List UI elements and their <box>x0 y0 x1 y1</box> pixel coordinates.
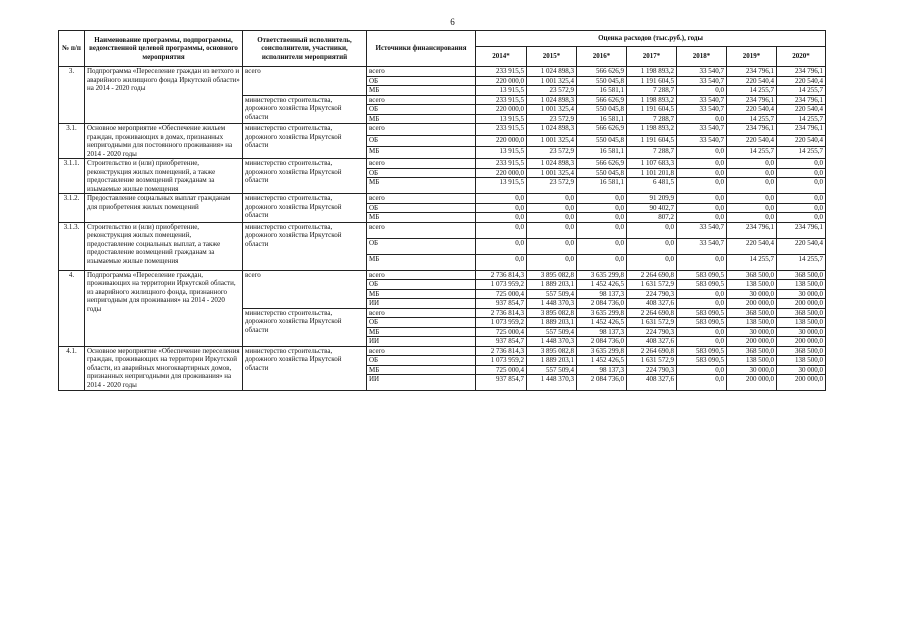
amount-cell: 368 500,0 <box>727 346 777 356</box>
amount-cell: 14 255,7 <box>777 114 826 124</box>
amount-cell: 408 327,6 <box>627 375 677 391</box>
amount-cell: 13 915,5 <box>476 147 527 159</box>
table-row <box>59 67 826 77</box>
amount-cell: 6 481,5 <box>627 178 677 194</box>
amount-cell: 234 796,1 <box>777 124 826 136</box>
amount-cell: 7 288,7 <box>627 114 677 124</box>
amount-cell: 220 000,0 <box>476 135 527 147</box>
amount-cell: 14 255,7 <box>777 147 826 159</box>
amount-cell: 725 000,4 <box>476 327 527 337</box>
table-row <box>59 194 826 204</box>
funding-source: МБ <box>367 86 476 96</box>
amount-cell: 0,0 <box>677 299 727 309</box>
amount-cell: 200 000,0 <box>777 299 826 309</box>
amount-cell: 937 854,7 <box>476 375 527 391</box>
amount-cell: 0,0 <box>476 213 527 223</box>
amount-cell: 33 540,7 <box>677 105 727 115</box>
amount-cell: 138 500,0 <box>777 356 826 366</box>
amount-cell: 3 895 082,8 <box>527 308 577 318</box>
amount-cell: 220 000,0 <box>476 168 527 178</box>
amount-cell: 220 540,4 <box>777 135 826 147</box>
amount-cell: 937 854,7 <box>476 299 527 309</box>
amount-cell: 0,0 <box>727 168 777 178</box>
amount-cell: 3 895 082,8 <box>527 270 577 280</box>
amount-cell: 0,0 <box>527 213 577 223</box>
amount-cell: 1 191 604,5 <box>627 76 677 86</box>
amount-cell: 1 889 203,1 <box>527 356 577 366</box>
amount-cell: 1 448 370,3 <box>527 337 577 347</box>
amount-cell: 583 090,5 <box>677 280 727 290</box>
amount-cell: 13 915,5 <box>476 86 527 96</box>
amount-cell: 234 796,1 <box>777 67 826 77</box>
amount-cell: 550 045,8 <box>577 105 627 115</box>
amount-cell: 14 255,7 <box>727 114 777 124</box>
header-year: 2014* <box>476 47 527 67</box>
row-number: 3.1.2. <box>59 194 85 223</box>
amount-cell: 1 631 572,9 <box>627 280 677 290</box>
amount-cell: 233 915,5 <box>476 95 527 105</box>
amount-cell: 1 452 426,5 <box>577 318 627 328</box>
amount-cell: 224 790,3 <box>627 327 677 337</box>
amount-cell: 1 073 959,2 <box>476 280 527 290</box>
funding-source: ОБ <box>367 238 476 254</box>
amount-cell: 7 288,7 <box>627 86 677 96</box>
amount-cell: 30 000,0 <box>727 327 777 337</box>
funding-source: ИИ <box>367 337 476 347</box>
amount-cell: 233 915,5 <box>476 67 527 77</box>
amount-cell: 0,0 <box>677 114 727 124</box>
amount-cell: 0,0 <box>677 375 727 391</box>
funding-source: МБ <box>367 178 476 194</box>
amount-cell: 0,0 <box>627 222 677 238</box>
amount-cell: 0,0 <box>677 213 727 223</box>
amount-cell: 0,0 <box>727 213 777 223</box>
amount-cell: 0,0 <box>527 254 577 270</box>
funding-source: МБ <box>367 114 476 124</box>
amount-cell: 566 626,9 <box>577 159 627 169</box>
amount-cell: 2 264 690,8 <box>627 346 677 356</box>
amount-cell: 1 191 604,5 <box>627 105 677 115</box>
amount-cell: 7 288,7 <box>627 147 677 159</box>
amount-cell: 14 255,7 <box>777 86 826 96</box>
amount-cell: 368 500,0 <box>777 308 826 318</box>
funding-source: всего <box>367 308 476 318</box>
funding-source: ОБ <box>367 105 476 115</box>
amount-cell: 0,0 <box>577 203 627 213</box>
amount-cell: 2 264 690,8 <box>627 270 677 280</box>
amount-cell: 220 540,4 <box>727 135 777 147</box>
funding-source: МБ <box>367 254 476 270</box>
amount-cell: 0,0 <box>777 194 826 204</box>
amount-cell: 1 889 203,1 <box>527 280 577 290</box>
amount-cell: 807,2 <box>627 213 677 223</box>
amount-cell: 1 448 370,3 <box>527 375 577 391</box>
amount-cell: 0,0 <box>577 254 627 270</box>
amount-cell: 234 796,1 <box>727 124 777 136</box>
funding-source: МБ <box>367 327 476 337</box>
program-name: Подпрограмма «Переселение граждан из ветхого и аварийного жилищного фонда Иркутской области» на 2014 - 2020 годы <box>85 67 243 124</box>
table-row <box>59 159 826 169</box>
amount-cell: 0,0 <box>777 159 826 169</box>
amount-cell: 98 137,3 <box>577 327 627 337</box>
funding-source: МБ <box>367 213 476 223</box>
amount-cell: 33 540,7 <box>677 124 727 136</box>
amount-cell: 0,0 <box>727 194 777 204</box>
amount-cell: 3 635 299,8 <box>577 308 627 318</box>
amount-cell: 13 915,5 <box>476 114 527 124</box>
amount-cell: 1 631 572,9 <box>627 318 677 328</box>
program-name: Строительство и (или) приобретение, реконструкция жилых помещений, а также предоставление возмещений гражданам за изымаемые жилые помещения <box>85 159 243 194</box>
amount-cell: 725 000,4 <box>476 365 527 375</box>
funding-source: ОБ <box>367 318 476 328</box>
amount-cell: 14 255,7 <box>727 254 777 270</box>
amount-cell: 1 024 898,3 <box>527 124 577 136</box>
amount-cell: 1 889 203,1 <box>527 318 577 328</box>
executor-cell: министерство строительства, дорожного хозяйства Иркутской области <box>243 308 367 346</box>
amount-cell: 0,0 <box>476 203 527 213</box>
amount-cell: 0,0 <box>527 238 577 254</box>
amount-cell: 566 626,9 <box>577 124 627 136</box>
row-number: 3.1.3. <box>59 222 85 270</box>
amount-cell: 408 327,6 <box>627 299 677 309</box>
amount-cell: 13 915,5 <box>476 178 527 194</box>
amount-cell: 30 000,0 <box>727 365 777 375</box>
amount-cell: 1 631 572,9 <box>627 356 677 366</box>
table-header <box>59 31 826 67</box>
amount-cell: 233 915,5 <box>476 159 527 169</box>
amount-cell: 98 137,3 <box>577 289 627 299</box>
amount-cell: 0,0 <box>476 222 527 238</box>
table-body <box>59 67 826 391</box>
funding-source: всего <box>367 95 476 105</box>
amount-cell: 557 509,4 <box>527 365 577 375</box>
amount-cell: 0,0 <box>677 86 727 96</box>
funding-source: всего <box>367 270 476 280</box>
amount-cell: 138 500,0 <box>727 280 777 290</box>
amount-cell: 368 500,0 <box>777 346 826 356</box>
amount-cell: 30 000,0 <box>777 365 826 375</box>
amount-cell: 33 540,7 <box>677 238 727 254</box>
program-name: Предоставление социальных выплат гражданам для приобретения жилых помещений <box>85 194 243 223</box>
amount-cell: 368 500,0 <box>727 270 777 280</box>
amount-cell: 220 000,0 <box>476 105 527 115</box>
amount-cell: 200 000,0 <box>777 375 826 391</box>
amount-cell: 220 540,4 <box>727 76 777 86</box>
funding-source: всего <box>367 194 476 204</box>
page-number: 6 <box>450 17 455 27</box>
executor-cell: министерство строительства, дорожного хозяйства Иркутской области <box>243 124 367 159</box>
funding-source: ИИ <box>367 375 476 391</box>
funding-source: МБ <box>367 289 476 299</box>
amount-cell: 1 024 898,3 <box>527 159 577 169</box>
funding-source: ОБ <box>367 168 476 178</box>
amount-cell: 0,0 <box>577 194 627 204</box>
amount-cell: 1 073 959,2 <box>476 318 527 328</box>
amount-cell: 224 790,3 <box>627 365 677 375</box>
amount-cell: 0,0 <box>677 337 727 347</box>
amount-cell: 583 090,5 <box>677 346 727 356</box>
amount-cell: 1 448 370,3 <box>527 299 577 309</box>
row-number: 4. <box>59 270 85 346</box>
amount-cell: 234 796,1 <box>727 67 777 77</box>
table-row <box>59 270 826 280</box>
amount-cell: 1 452 426,5 <box>577 356 627 366</box>
funding-source: всего <box>367 222 476 238</box>
amount-cell: 0,0 <box>777 203 826 213</box>
amount-cell: 234 796,1 <box>777 222 826 238</box>
amount-cell: 33 540,7 <box>677 76 727 86</box>
amount-cell: 220 540,4 <box>777 238 826 254</box>
header-name: Наименование программы, подпрограммы, ведомственной целевой программы, основного мероприятия <box>85 31 243 67</box>
funding-source: МБ <box>367 147 476 159</box>
program-name: Основное мероприятие «Обеспечение переселения граждан, проживающих на территории Иркутской области, из аварийных многоквартирных домов, признанных непригодными для проживания» на 2014 - 2020 годы <box>85 346 243 391</box>
amount-cell: 2 084 736,0 <box>577 375 627 391</box>
amount-cell: 0,0 <box>577 213 627 223</box>
header-year: 2020* <box>777 47 826 67</box>
amount-cell: 0,0 <box>777 213 826 223</box>
funding-source: ОБ <box>367 203 476 213</box>
header-cost: Оценка расходов (тыс.руб.), годы <box>476 31 826 47</box>
amount-cell: 3 895 082,8 <box>527 346 577 356</box>
amount-cell: 14 255,7 <box>777 254 826 270</box>
amount-cell: 138 500,0 <box>777 280 826 290</box>
header-year: 2016* <box>577 47 627 67</box>
amount-cell: 0,0 <box>577 238 627 254</box>
program-name: Основное мероприятие «Обеспечение жильем граждан, проживающих в домах, признанных непригодными для постоянного проживания» на 2014 - 2020 годы <box>85 124 243 159</box>
amount-cell: 583 090,5 <box>677 356 727 366</box>
amount-cell: 98 137,3 <box>577 365 627 375</box>
amount-cell: 138 500,0 <box>727 318 777 328</box>
amount-cell: 583 090,5 <box>677 270 727 280</box>
amount-cell: 1 001 325,4 <box>527 168 577 178</box>
amount-cell: 583 090,5 <box>677 318 727 328</box>
amount-cell: 557 509,4 <box>527 289 577 299</box>
amount-cell: 30 000,0 <box>727 289 777 299</box>
header-no: № п/п <box>59 31 85 67</box>
amount-cell: 566 626,9 <box>577 67 627 77</box>
amount-cell: 16 581,1 <box>577 114 627 124</box>
amount-cell: 0,0 <box>527 194 577 204</box>
amount-cell: 1 001 325,4 <box>527 76 577 86</box>
funding-source: ОБ <box>367 76 476 86</box>
amount-cell: 0,0 <box>677 194 727 204</box>
funding-source: ОБ <box>367 356 476 366</box>
amount-cell: 1 073 959,2 <box>476 356 527 366</box>
funding-source: МБ <box>367 365 476 375</box>
amount-cell: 1 198 893,2 <box>627 67 677 77</box>
amount-cell: 0,0 <box>527 222 577 238</box>
budget-table <box>58 30 826 391</box>
amount-cell: 33 540,7 <box>677 222 727 238</box>
amount-cell: 91 209,9 <box>627 194 677 204</box>
funding-source: всего <box>367 124 476 136</box>
amount-cell: 220 540,4 <box>727 105 777 115</box>
amount-cell: 23 572,9 <box>527 147 577 159</box>
amount-cell: 220 540,4 <box>727 238 777 254</box>
amount-cell: 550 045,8 <box>577 168 627 178</box>
amount-cell: 23 572,9 <box>527 178 577 194</box>
amount-cell: 234 796,1 <box>727 222 777 238</box>
amount-cell: 200 000,0 <box>727 299 777 309</box>
amount-cell: 33 540,7 <box>677 67 727 77</box>
amount-cell: 1 001 325,4 <box>527 135 577 147</box>
amount-cell: 0,0 <box>677 203 727 213</box>
header-year: 2015* <box>527 47 577 67</box>
amount-cell: 3 635 299,8 <box>577 270 627 280</box>
amount-cell: 0,0 <box>677 289 727 299</box>
program-name: Строительство и (или) приобретение, реконструкция жилых помещений, предоставление социальных выплат, а также предоставление возмещений гражданам за изымаемые жилые помещения <box>85 222 243 270</box>
amount-cell: 566 626,9 <box>577 95 627 105</box>
executor-cell: министерство строительства, дорожного хозяйства Иркутской области <box>243 159 367 194</box>
amount-cell: 16 581,1 <box>577 178 627 194</box>
funding-source: ИИ <box>367 299 476 309</box>
executor-cell: министерство строительства, дорожного хозяйства Иркутской области <box>243 95 367 124</box>
amount-cell: 0,0 <box>527 203 577 213</box>
amount-cell: 368 500,0 <box>777 270 826 280</box>
amount-cell: 30 000,0 <box>777 327 826 337</box>
amount-cell: 220 540,4 <box>777 76 826 86</box>
executor-cell: министерство строительства, дорожного хозяйства Иркутской области <box>243 194 367 223</box>
amount-cell: 30 000,0 <box>777 289 826 299</box>
header-year: 2019* <box>727 47 777 67</box>
executor-cell: всего <box>243 67 367 96</box>
amount-cell: 2 084 736,0 <box>577 299 627 309</box>
amount-cell: 408 327,6 <box>627 337 677 347</box>
amount-cell: 2 084 736,0 <box>577 337 627 347</box>
amount-cell: 138 500,0 <box>727 356 777 366</box>
amount-cell: 220 540,4 <box>777 105 826 115</box>
amount-cell: 0,0 <box>727 159 777 169</box>
funding-source: ОБ <box>367 135 476 147</box>
amount-cell: 0,0 <box>677 147 727 159</box>
amount-cell: 0,0 <box>677 327 727 337</box>
amount-cell: 3 635 299,8 <box>577 346 627 356</box>
amount-cell: 0,0 <box>727 178 777 194</box>
executor-cell: министерство строительства, дорожного хозяйства Иркутской области <box>243 346 367 391</box>
table-row <box>59 124 826 136</box>
amount-cell: 1 001 325,4 <box>527 105 577 115</box>
amount-cell: 2 264 690,8 <box>627 308 677 318</box>
program-name: Подпрограмма «Переселение граждан, проживающих на территории Иркутской области, из аварийного жилищного фонда, признанного непригодным для проживания» на 2014 - 2020 годы <box>85 270 243 346</box>
amount-cell: 14 255,7 <box>727 86 777 96</box>
executor-cell: всего <box>243 270 367 308</box>
amount-cell: 1 191 604,5 <box>627 135 677 147</box>
amount-cell: 937 854,7 <box>476 337 527 347</box>
amount-cell: 0,0 <box>777 168 826 178</box>
funding-source: всего <box>367 67 476 77</box>
amount-cell: 2 736 814,3 <box>476 346 527 356</box>
funding-source: всего <box>367 346 476 356</box>
table-row <box>59 222 826 238</box>
amount-cell: 0,0 <box>627 254 677 270</box>
amount-cell: 138 500,0 <box>777 318 826 328</box>
amount-cell: 33 540,7 <box>677 95 727 105</box>
amount-cell: 0,0 <box>476 194 527 204</box>
amount-cell: 200 000,0 <box>777 337 826 347</box>
amount-cell: 1 107 683,3 <box>627 159 677 169</box>
table-row <box>59 346 826 356</box>
amount-cell: 725 000,4 <box>476 289 527 299</box>
amount-cell: 1 198 893,2 <box>627 124 677 136</box>
amount-cell: 234 796,1 <box>727 95 777 105</box>
amount-cell: 1 024 898,3 <box>527 95 577 105</box>
amount-cell: 200 000,0 <box>727 375 777 391</box>
row-number: 4.1. <box>59 346 85 391</box>
amount-cell: 0,0 <box>677 365 727 375</box>
amount-cell: 1 101 201,8 <box>627 168 677 178</box>
amount-cell: 368 500,0 <box>727 308 777 318</box>
amount-cell: 233 915,5 <box>476 124 527 136</box>
header-executor: Ответственный исполнитель, соисполнители, участники, исполнители мероприятий <box>243 31 367 67</box>
amount-cell: 0,0 <box>677 254 727 270</box>
header-year: 2017* <box>627 47 677 67</box>
amount-cell: 224 790,3 <box>627 289 677 299</box>
amount-cell: 0,0 <box>777 178 826 194</box>
amount-cell: 2 736 814,3 <box>476 308 527 318</box>
amount-cell: 14 255,7 <box>727 147 777 159</box>
amount-cell: 90 402,7 <box>627 203 677 213</box>
amount-cell: 550 045,8 <box>577 76 627 86</box>
amount-cell: 0,0 <box>476 254 527 270</box>
amount-cell: 1 198 893,2 <box>627 95 677 105</box>
amount-cell: 0,0 <box>677 159 727 169</box>
funding-source: всего <box>367 159 476 169</box>
amount-cell: 583 090,5 <box>677 308 727 318</box>
amount-cell: 557 509,4 <box>527 327 577 337</box>
header-source: Источники финансирования <box>367 31 476 67</box>
executor-cell: министерство строительства, дорожного хозяйства Иркутской области <box>243 222 367 270</box>
header-year: 2018* <box>677 47 727 67</box>
amount-cell: 23 572,9 <box>527 86 577 96</box>
amount-cell: 0,0 <box>627 238 677 254</box>
amount-cell: 1 452 426,5 <box>577 280 627 290</box>
amount-cell: 16 581,1 <box>577 147 627 159</box>
amount-cell: 0,0 <box>577 222 627 238</box>
amount-cell: 2 736 814,3 <box>476 270 527 280</box>
funding-source: ОБ <box>367 280 476 290</box>
amount-cell: 0,0 <box>677 178 727 194</box>
row-number: 3.1. <box>59 124 85 159</box>
amount-cell: 16 581,1 <box>577 86 627 96</box>
amount-cell: 200 000,0 <box>727 337 777 347</box>
amount-cell: 1 024 898,3 <box>527 67 577 77</box>
amount-cell: 0,0 <box>677 168 727 178</box>
amount-cell: 0,0 <box>727 203 777 213</box>
amount-cell: 33 540,7 <box>677 135 727 147</box>
row-number: 3.1.1. <box>59 159 85 194</box>
amount-cell: 23 572,9 <box>527 114 577 124</box>
amount-cell: 550 045,8 <box>577 135 627 147</box>
amount-cell: 234 796,1 <box>777 95 826 105</box>
row-number: 3. <box>59 67 85 124</box>
amount-cell: 0,0 <box>476 238 527 254</box>
amount-cell: 220 000,0 <box>476 76 527 86</box>
